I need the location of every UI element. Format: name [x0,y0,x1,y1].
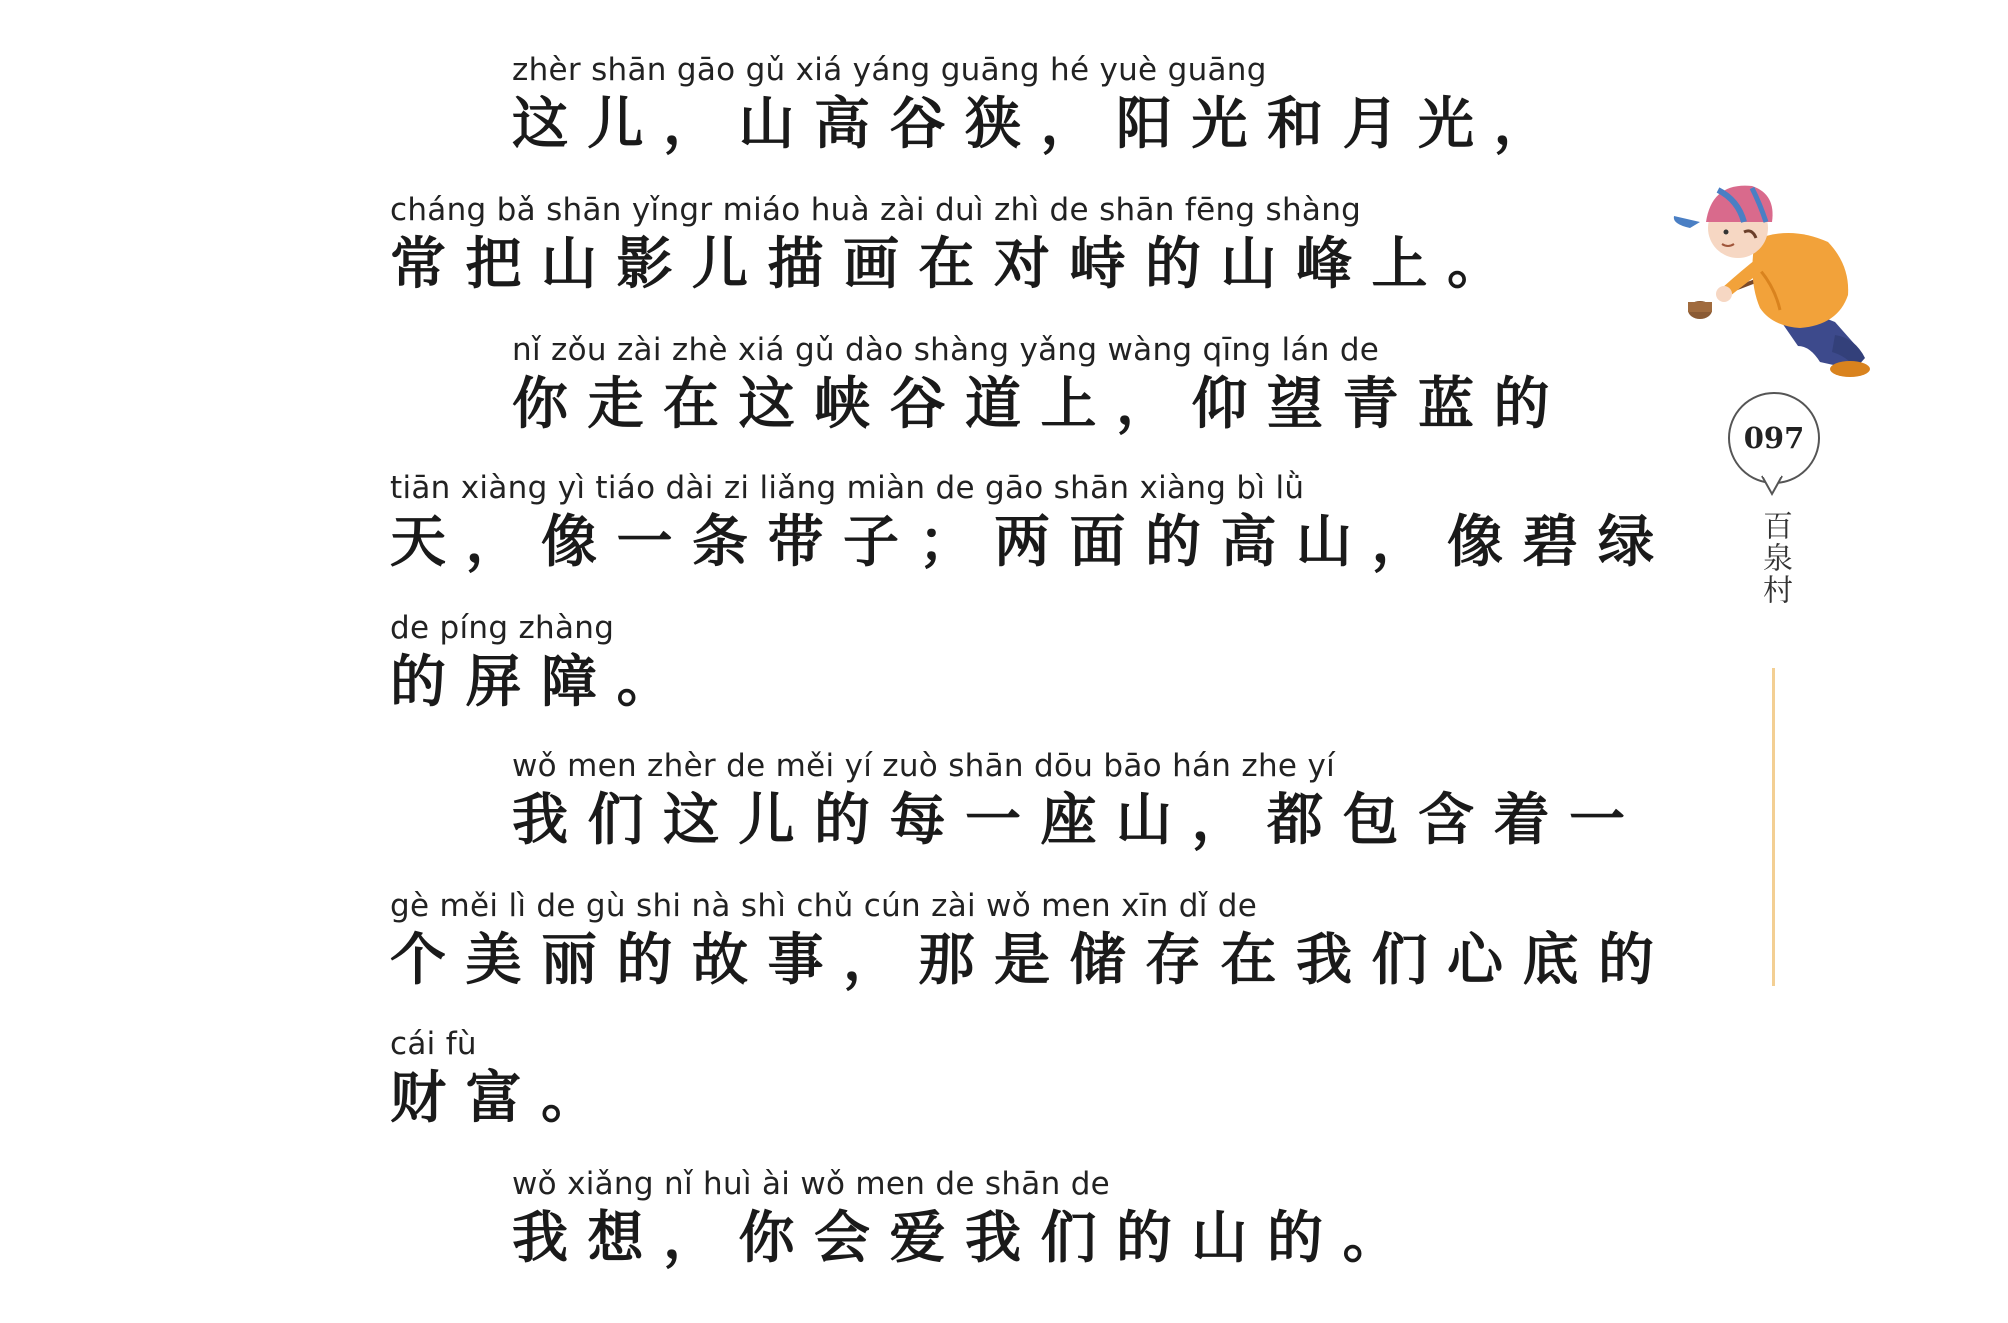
hanzi-line-7: 个 美 丽 的 故 事 ， 那 是 储 存 在 我 们 心 底 的 [390,927,1654,993]
hanzi-line-4: 天 ， 像 一 条 带 子 ； 两 面 的 高 山 ， 像 碧 绿 [390,509,1654,575]
hanzi-line-1: 这 儿 ， 山 高 谷 狭 ， 阳 光 和 月 光 ， [512,91,1550,157]
pinyin-line-8: cái fù [390,1026,477,1062]
pinyin-line-4: tiān xiàng yì tiáo dài zi liǎng miàn de gāo shān xiàng bì lǜ [390,470,1305,506]
pinyin-line-9: wǒ xiǎng nǐ huì ài wǒ men de shān de [512,1166,1111,1202]
hanzi-line-5: 的 屏 障 。 [390,649,673,715]
pinyin-line-3: nǐ zǒu zài zhè xiá gǔ dào shàng yǎng wàng qīng lán de [512,332,1380,368]
hanzi-line-2: 常 把 山 影 儿 描 画 在 对 峙 的 山 峰 上 。 [390,231,1503,297]
sidebar [1660,170,1920,1000]
pinyin-line-6: wǒ men zhèr de měi yí zuò shān dōu bāo hán zhe yí [512,748,1336,784]
hanzi-line-9: 我 想 ， 你 会 爱 我 们 的 山 的 。 [512,1205,1399,1271]
hanzi-line-8: 财 富 。 [390,1065,597,1131]
page-number-badge [1728,392,1820,484]
hanzi-line-6: 我 们 这 儿 的 每 一 座 山 ， 都 包 含 着 一 [512,787,1625,853]
pinyin-line-7: gè měi lì de gù shi nà shì chǔ cún zài wǒ men xīn dǐ de [390,888,1258,924]
pinyin-line-5: de píng zhàng [390,610,615,646]
page-number: 097 [1743,421,1805,455]
section-title: 百泉村 [1757,510,1792,606]
sidebar-divider [1772,668,1775,986]
hanzi-line-3: 你 走 在 这 峡 谷 道 上 ， 仰 望 青 蓝 的 [512,371,1550,437]
pinyin-line-2: cháng bǎ shān yǐngr miáo huà zài duì zhì de shān fēng shàng [390,192,1362,228]
boy-painting-illustration [1660,170,1900,380]
pinyin-line-1: zhèr shān gāo gǔ xiá yáng guāng hé yuè guāng [512,52,1267,88]
page-bubble-tail [1760,474,1784,498]
